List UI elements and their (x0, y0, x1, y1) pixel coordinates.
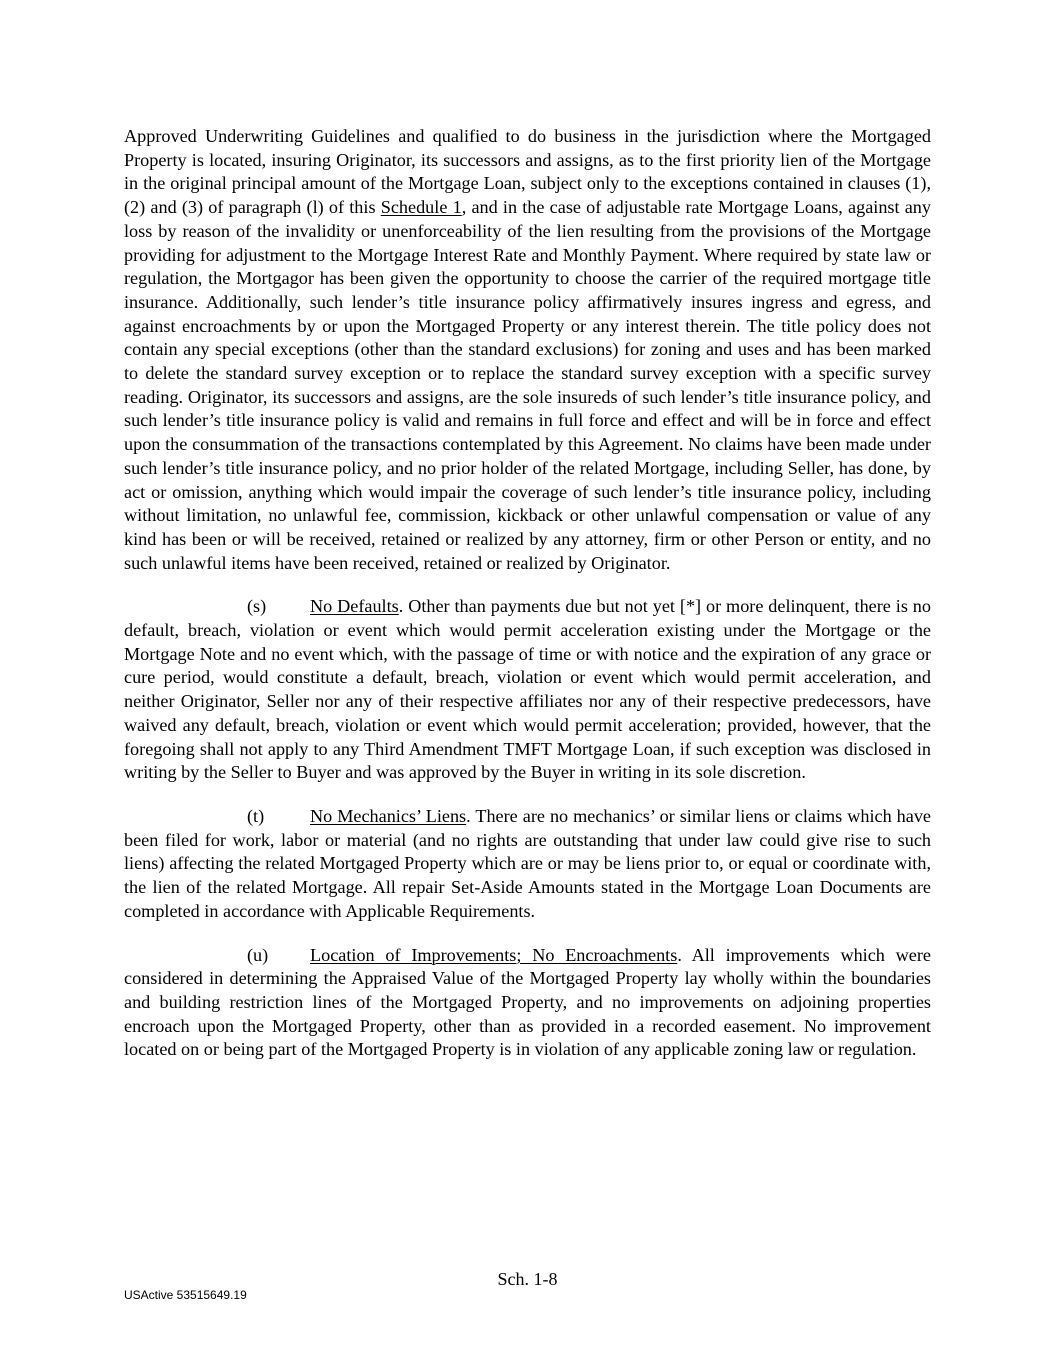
section-s (124, 595, 931, 785)
paragraph-text: , and in the case of adjustable rate Mortgage Loans, against any loss by reason of the invalidity or unenforceability of the lien resulting from the provisions of the Mortgage providing for adjustment to the Mortgage Interest Rate and Monthly Payment. Where required by state law or regulation, the Mortgagor has been given the opportunity to choose the carrier of the required mortgage title insurance. Additionally, such lender’s title insurance policy affirmatively insures ingress and egress, and against encroachments by or upon the Mortgaged Property or any interest therein. The title policy does not contain any special exceptions (other than the standard exclusions) for zoning and uses and has been marked to delete the standard survey exception or to replace the standard survey exception with a specific survey reading. Originator, its successors and assigns, are the sole insureds of such lender’s title insurance policy, and such lender’s title insurance policy is valid and remains in full force and effect and will be in force and effect upon the consummation of the transactions contemplated by this Agreement. No claims have been made under such lender’s title insurance policy, and no prior holder of the related Mortgage, including Seller, has done, by act or omission, anything which would impair the coverage of such lender’s title insurance policy, including without limitation, no unlawful fee, commission, kickback or other unlawful compensation or value of any kind has been or will be received, retained or realized by any attorney, firm or other Person or entity, and no such unlawful items have been received, retained or realized by Originator. (124, 197, 931, 573)
section-u (124, 944, 931, 1063)
section-heading: No Defaults (310, 596, 399, 617)
schedule-reference: Schedule 1 (380, 197, 462, 218)
section-label: (t) (247, 805, 265, 826)
section-label: (u) (247, 944, 269, 965)
document-body (124, 125, 931, 1062)
document-id: USActive 53515649.19 (124, 1288, 247, 1302)
section-body: . There are no mechanics’ or similar liens or claims which have been filed for work, labor or material (and no rights are outstanding that under law could give rise to such liens) affecting the related Mortgaged Property which are or may be liens prior to, or equal or coordinate with, the lien of the related Mortgage. All repair Set-Aside Amounts stated in the Mortgage Loan Documents are completed in accordance with Applicable Requirements. (124, 805, 931, 921)
section-label: (s) (247, 596, 267, 617)
page-number: Sch. 1-8 (497, 1269, 558, 1289)
section-heading: No Mechanics’ Liens (310, 805, 467, 826)
section-body: . Other than payments due but not yet [*] or more delinquent, there is no default, breach, violation or event which would permit acceleration existing under the Mortgage or the Mortgage Note and no event which, with the passage of time or with notice and the expiration of any grace or cure period, would constitute a default, breach, violation or event which would permit acceleration, and neither Originator, Seller nor any of their respective affiliates nor any of their respective predecessors, have waived any default, breach, violation or event which would permit acceleration; provided, however, that the foregoing shall not apply to any Third Amendment TMFT Mortgage Loan, if such exception was disclosed in writing by the Seller to Buyer and was approved by the Buyer in writing in its sole discretion. (124, 596, 931, 783)
section-body: . All improvements which were considered in determining the Appraised Value of the Mortgaged Property lay wholly within the boundaries and building restriction lines of the Mortgaged Property, and no improvements on adjoining properties encroach upon the Mortgaged Property, other than as provided in a recorded easement. No improvement located on or being part of the Mortgaged Property is in violation of any applicable zoning law or regulation. (124, 944, 931, 1060)
continued-paragraph (124, 125, 931, 575)
paragraph-text: Approved Underwriting Guidelines and qualified to do business in the jurisdiction where the Mortgaged Property is located, insuring Originator, its successors and assigns, as to the first priority lien of the Mortgage in the original principal amount of the Mortgage Loan, subject only to the exceptions contained in clauses (1), (2) and (3) of paragraph (l) of this (124, 126, 931, 218)
section-t (124, 805, 931, 924)
section-heading: Location of Improvements; No Encroachments (310, 944, 678, 965)
